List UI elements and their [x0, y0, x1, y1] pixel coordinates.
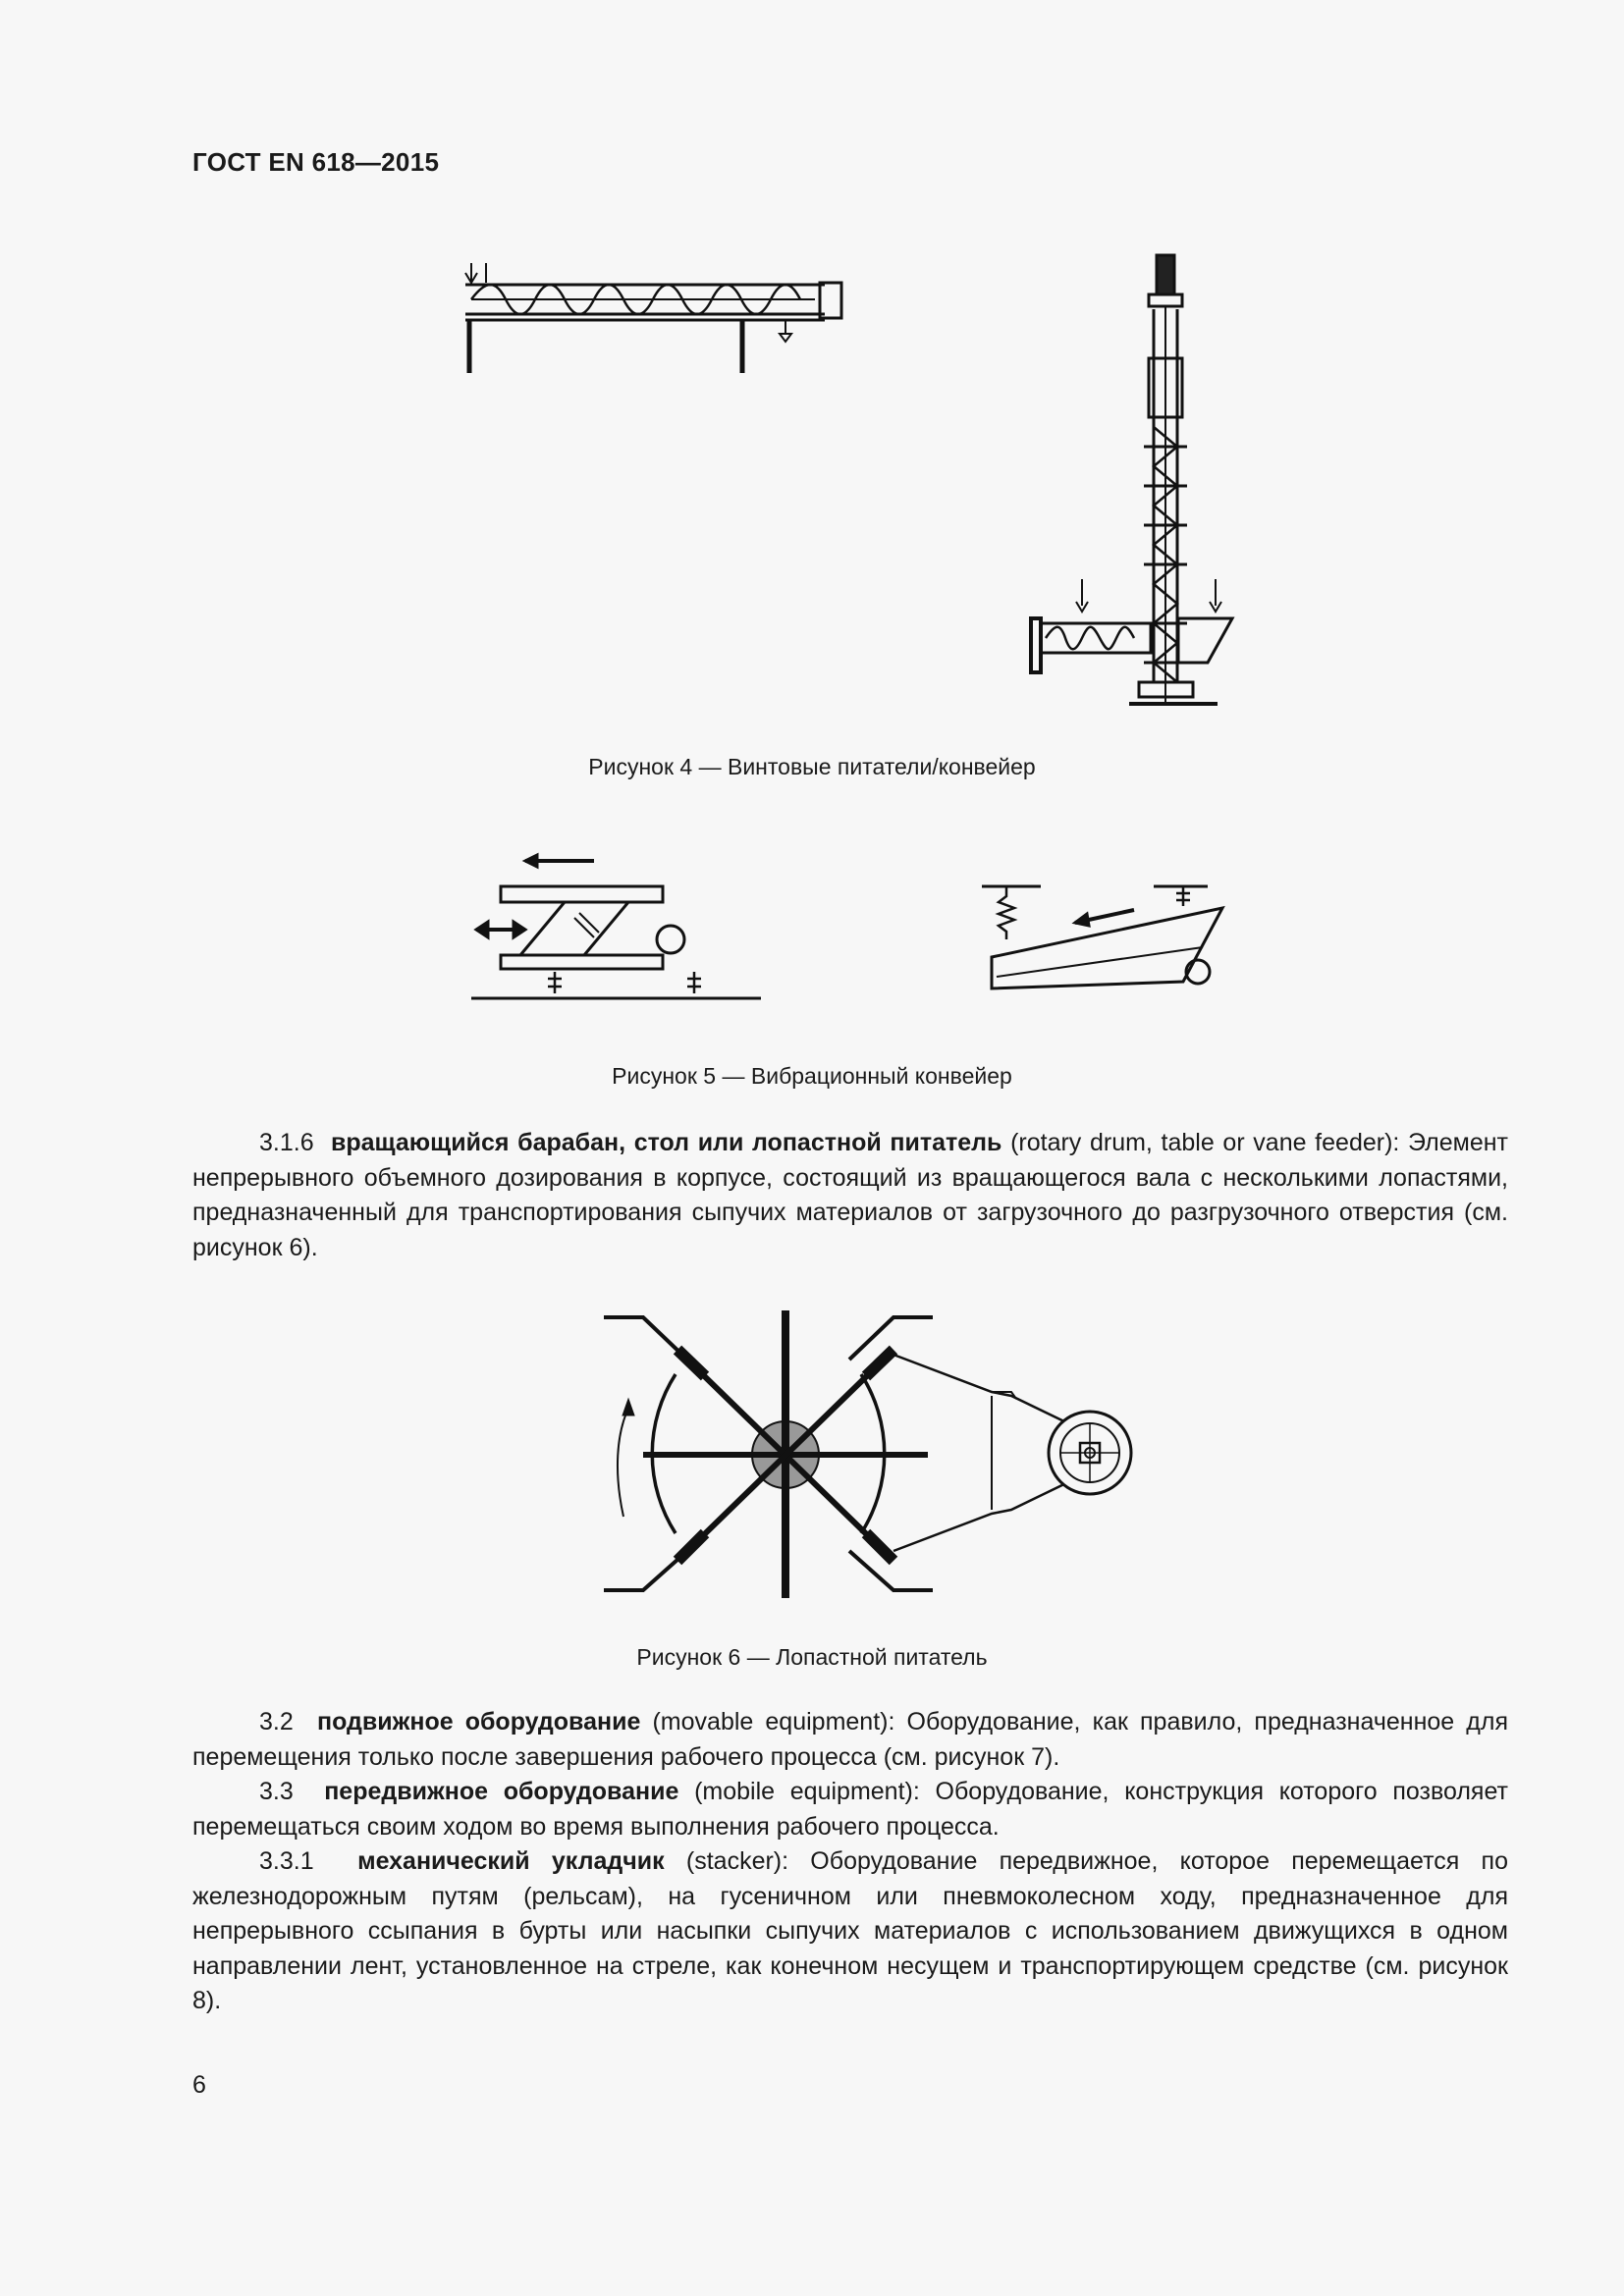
page-number: 6 — [192, 2071, 206, 2099]
clause-term: вращающийся барабан, стол или лопастной питатель — [330, 1129, 1002, 1156]
clause-3-3 — [192, 1775, 1508, 1844]
clause-term: механический укладчик — [357, 1847, 665, 1875]
clause-term: передвижное оборудование — [324, 1778, 679, 1805]
clause-text: (movable equipment): Оборудование, как правило, предназначенное для перемещения только после завершения рабочего процесса (см. рисунок 7). — [192, 1708, 1508, 1771]
clause-3-1-6 — [192, 1126, 1508, 1265]
clause-text: (rotary drum, table or vane feeder): Элемент непрерывного объемного дозирования в корпусе, состоящий из вращающегося вала с несколькими лопастями, предназначенный для транспортирования сыпучих материалов от загрузочного до разгрузочного отверстия (см. рисунок 6). — [192, 1129, 1508, 1261]
clause-text: (mobile equipment): Оборудование, конструкция которого позволяет перемещаться своим ходом во время выполнения рабочего процесса. — [192, 1778, 1508, 1841]
figure-6-vane-feeder — [599, 1306, 1149, 1600]
figure-4-caption: Рисунок 4 — Винтовые питатели/конвейер — [588, 754, 1036, 779]
clause-number: 3.3 — [259, 1778, 294, 1805]
clause-3-3-1 — [192, 1844, 1508, 2019]
clause-term: подвижное оборудование — [316, 1708, 641, 1735]
figure-5-caption: Рисунок 5 — Вибрационный конвейер — [612, 1063, 1012, 1089]
figure-4-horizontal-screw-feeder — [452, 255, 864, 383]
clause-number: 3.3.1 — [259, 1847, 314, 1875]
clause-number: 3.1.6 — [259, 1129, 314, 1156]
clause-text: (stacker): Оборудование передвижное, которое перемещается по железнодорожным путям (рельсам), на гусеничном или пневмоколесном ходу, предназначенное для непрерывного ссыпания в бурты или насыпки сыпучих материалов с использованием движущихся в одном направлении лент, установленное на стреле, как конечном несущем и транспортирующем средстве (см. рисунок 8). — [192, 1847, 1508, 2014]
figure-5-vibrating-conveyor-inclined — [977, 879, 1242, 1006]
clause-number: 3.2 — [259, 1708, 294, 1735]
document-header: ГОСТ EN 618—2015 — [192, 147, 440, 177]
figure-5-vibrating-conveyor-horizontal — [466, 849, 771, 1006]
figure-4-vertical-screw-conveyor — [1021, 250, 1257, 712]
clause-3-2 — [192, 1705, 1508, 1775]
figure-6-caption: Рисунок 6 — Лопастной питатель — [636, 1644, 988, 1670]
